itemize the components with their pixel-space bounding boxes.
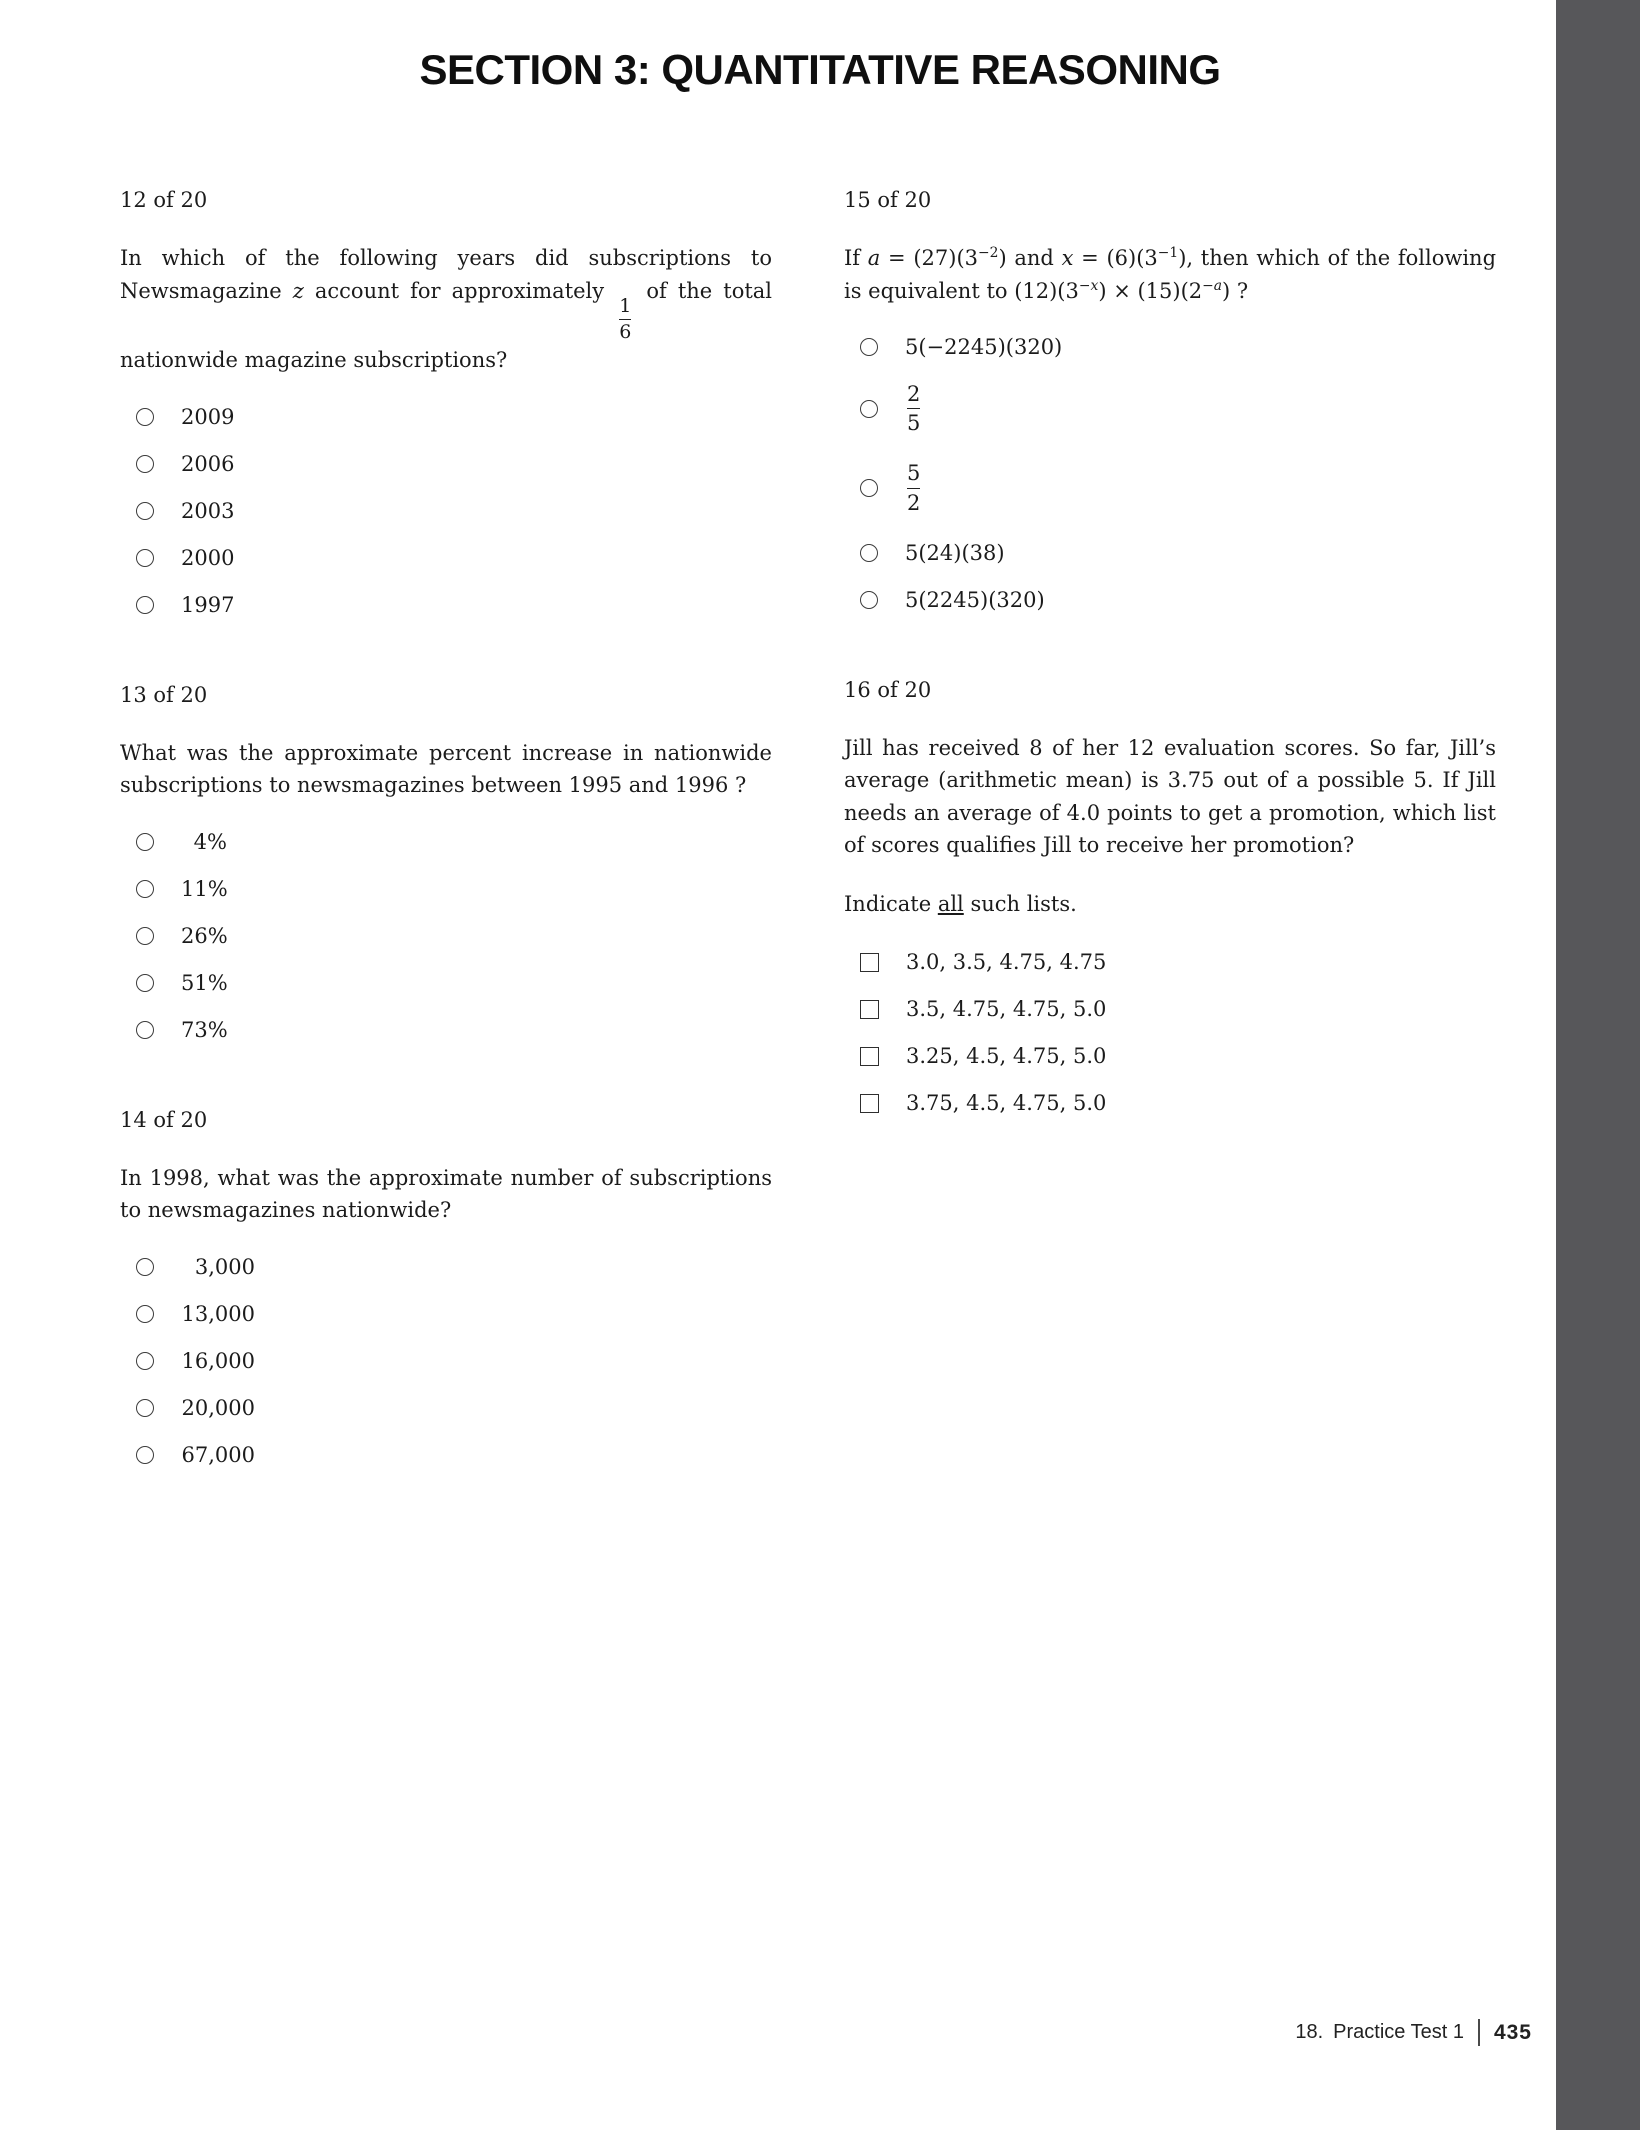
fraction-bar	[907, 408, 920, 409]
exponent	[1202, 278, 1222, 294]
options-list	[844, 335, 1496, 612]
exponent: −2	[978, 245, 999, 261]
option-row[interactable]	[860, 461, 1496, 514]
radio-button[interactable]	[136, 502, 154, 520]
option-row[interactable]	[860, 1091, 1496, 1115]
option-label: 3.0, 3.5, 4.75, 4.75	[906, 950, 1107, 975]
question-number: 14 of 20	[120, 1107, 208, 1132]
fraction-bar	[907, 488, 920, 489]
option-label: 3.25, 4.5, 4.75, 5.0	[906, 1044, 1107, 1069]
fraction-denominator: 2	[907, 490, 921, 515]
option-label: 5(24)(38)	[905, 540, 1005, 565]
option-row[interactable]	[860, 950, 1496, 974]
radio-button[interactable]	[136, 833, 154, 851]
text-run: ) ?	[1222, 278, 1249, 303]
left-column	[120, 188, 772, 1533]
radio-button[interactable]	[136, 1352, 154, 1370]
question-text	[844, 242, 1496, 307]
option-label: 2009	[181, 404, 235, 429]
text-run: such lists.	[963, 891, 1077, 916]
option-label: 26%	[181, 923, 228, 948]
text-run: Indicate	[844, 891, 938, 916]
text-run: = (27)(3	[880, 246, 979, 270]
checkbox[interactable]	[860, 1047, 879, 1066]
question-16	[844, 678, 1496, 1116]
question-text: Jill has received 8 of her 12 evaluation scores. So far, Jill’s average (arithmetic mean) is 3.75 out of a possible 5. If Jill needs an average of 4.0 points to get a promotion, which list of scores qualifies Jill to receive her promotion?	[844, 735, 1496, 858]
footer-page-number: 435	[1493, 2020, 1532, 2044]
text-run: of the total nationwide magazine subscriptions?	[120, 278, 773, 373]
option-row[interactable]	[136, 499, 772, 523]
option-row[interactable]	[136, 1443, 772, 1467]
options-list	[120, 1255, 772, 1467]
radio-button[interactable]	[860, 544, 878, 562]
radio-button[interactable]	[860, 591, 878, 609]
right-column	[844, 188, 1496, 1533]
option-row[interactable]	[860, 1044, 1496, 1068]
page-edge-bar	[1556, 0, 1640, 2130]
radio-button[interactable]	[136, 880, 154, 898]
question-text	[120, 242, 772, 377]
minus-sign: −	[1078, 277, 1091, 294]
option-label: 16,000	[181, 1348, 255, 1373]
option-row[interactable]	[136, 1302, 772, 1326]
option-row[interactable]	[136, 1018, 772, 1042]
variable: a	[867, 246, 881, 270]
radio-button[interactable]	[136, 1305, 154, 1323]
radio-button[interactable]	[860, 338, 878, 356]
variable: z	[292, 278, 304, 303]
variable: x	[1061, 246, 1074, 270]
option-label: 2006	[181, 451, 235, 476]
radio-button[interactable]	[136, 596, 154, 614]
text-run: = (6)(3	[1073, 246, 1158, 270]
radio-button[interactable]	[136, 927, 154, 945]
section-title: SECTION 3: QUANTITATIVE REASONING	[419, 46, 1221, 93]
text-run: ), then which of the following is equivalent to (12)(3	[844, 246, 1497, 303]
option-label: 3.5, 4.75, 4.75, 5.0	[906, 997, 1107, 1022]
text-run: If	[844, 246, 868, 270]
underlined-text: all	[937, 891, 964, 916]
option-row[interactable]	[136, 452, 772, 476]
question-12	[120, 188, 772, 617]
exponent	[1079, 278, 1098, 294]
radio-button[interactable]	[136, 1258, 154, 1276]
option-label: 1997	[181, 592, 235, 617]
option-label: 73%	[181, 1017, 228, 1042]
radio-button[interactable]	[136, 1446, 154, 1464]
fraction-numerator: 1	[619, 294, 632, 317]
question-15	[844, 188, 1496, 612]
question-13	[120, 683, 772, 1042]
question-text: What was the approximate percent increase in nationwide subscriptions to newsmagazines between 1995 and 1996 ?	[120, 740, 772, 798]
option-label: 2003	[181, 498, 235, 523]
question-14	[120, 1108, 772, 1467]
option-label: 11%	[181, 876, 228, 901]
fraction-denominator: 5	[907, 411, 921, 436]
option-label: 5(2245)(320)	[905, 587, 1045, 612]
minus-sign: −	[1202, 277, 1214, 294]
exponent: −1	[1157, 245, 1179, 261]
checkbox[interactable]	[860, 1094, 879, 1113]
variable: x	[1090, 277, 1099, 294]
option-label: 3.75, 4.5, 4.75, 5.0	[906, 1091, 1107, 1116]
footer-chapter-label: Practice Test 1	[1333, 2021, 1464, 2043]
text-run: In which of the following years did subscriptions to Newsmagazine	[120, 246, 772, 303]
question-number: 16 of 20	[844, 677, 932, 702]
option-row[interactable]	[860, 541, 1496, 565]
option-label: 5(−2245)(320)	[905, 335, 1063, 360]
radio-button[interactable]	[136, 1399, 154, 1417]
option-row[interactable]	[136, 593, 772, 617]
option-row[interactable]	[860, 335, 1496, 359]
option-row[interactable]	[136, 1396, 772, 1420]
radio-button[interactable]	[860, 400, 878, 418]
fraction-bar	[619, 319, 631, 320]
option-row[interactable]	[860, 382, 1496, 435]
option-row[interactable]	[136, 405, 772, 429]
fraction	[905, 461, 922, 514]
option-label: 13,000	[181, 1301, 255, 1326]
option-row[interactable]	[136, 1255, 772, 1279]
radio-button[interactable]	[136, 408, 154, 426]
radio-button[interactable]	[860, 479, 878, 497]
option-row[interactable]	[860, 588, 1496, 612]
option-row[interactable]	[136, 877, 772, 901]
text-run: account for approximately	[303, 278, 616, 303]
option-label: 3,000	[194, 1254, 255, 1279]
option-label: 2000	[181, 545, 235, 570]
checkbox[interactable]	[860, 1000, 879, 1019]
radio-button[interactable]	[136, 455, 154, 473]
fraction	[905, 382, 922, 435]
fraction-numerator: 5	[907, 461, 921, 486]
option-row[interactable]	[136, 546, 772, 570]
option-label: 67,000	[181, 1442, 255, 1467]
instruction-text	[844, 888, 1496, 921]
options-list	[844, 950, 1496, 1115]
radio-button[interactable]	[136, 1021, 154, 1039]
fraction-numerator: 2	[907, 382, 921, 407]
question-number: 15 of 20	[844, 188, 932, 212]
option-row[interactable]	[136, 1349, 772, 1373]
option-row[interactable]	[136, 971, 772, 995]
page-footer	[1295, 2019, 1532, 2046]
checkbox[interactable]	[860, 953, 879, 972]
text-run: ) × (15)(2	[1098, 278, 1203, 303]
option-row[interactable]	[860, 997, 1496, 1021]
option-label: 4%	[193, 829, 227, 854]
fraction-denominator: 6	[619, 321, 632, 344]
option-label: 20,000	[181, 1395, 255, 1420]
fraction	[617, 296, 633, 345]
question-text: In 1998, what was the approximate number of subscriptions to newsmagazines nationwide?	[120, 1165, 772, 1223]
variable: a	[1213, 277, 1223, 294]
footer-divider	[1478, 2019, 1480, 2046]
option-row[interactable]	[136, 924, 772, 948]
text-run: ) and	[998, 246, 1062, 270]
radio-button[interactable]	[136, 549, 154, 567]
option-row[interactable]	[136, 830, 772, 854]
option-label: 51%	[181, 970, 228, 995]
radio-button[interactable]	[136, 974, 154, 992]
options-list	[120, 830, 772, 1042]
question-number: 13 of 20	[120, 682, 208, 707]
question-number: 12 of 20	[120, 188, 208, 212]
two-column-layout	[0, 188, 1640, 1533]
footer-section-number: 18.	[1295, 2021, 1324, 2043]
options-list	[120, 405, 772, 617]
